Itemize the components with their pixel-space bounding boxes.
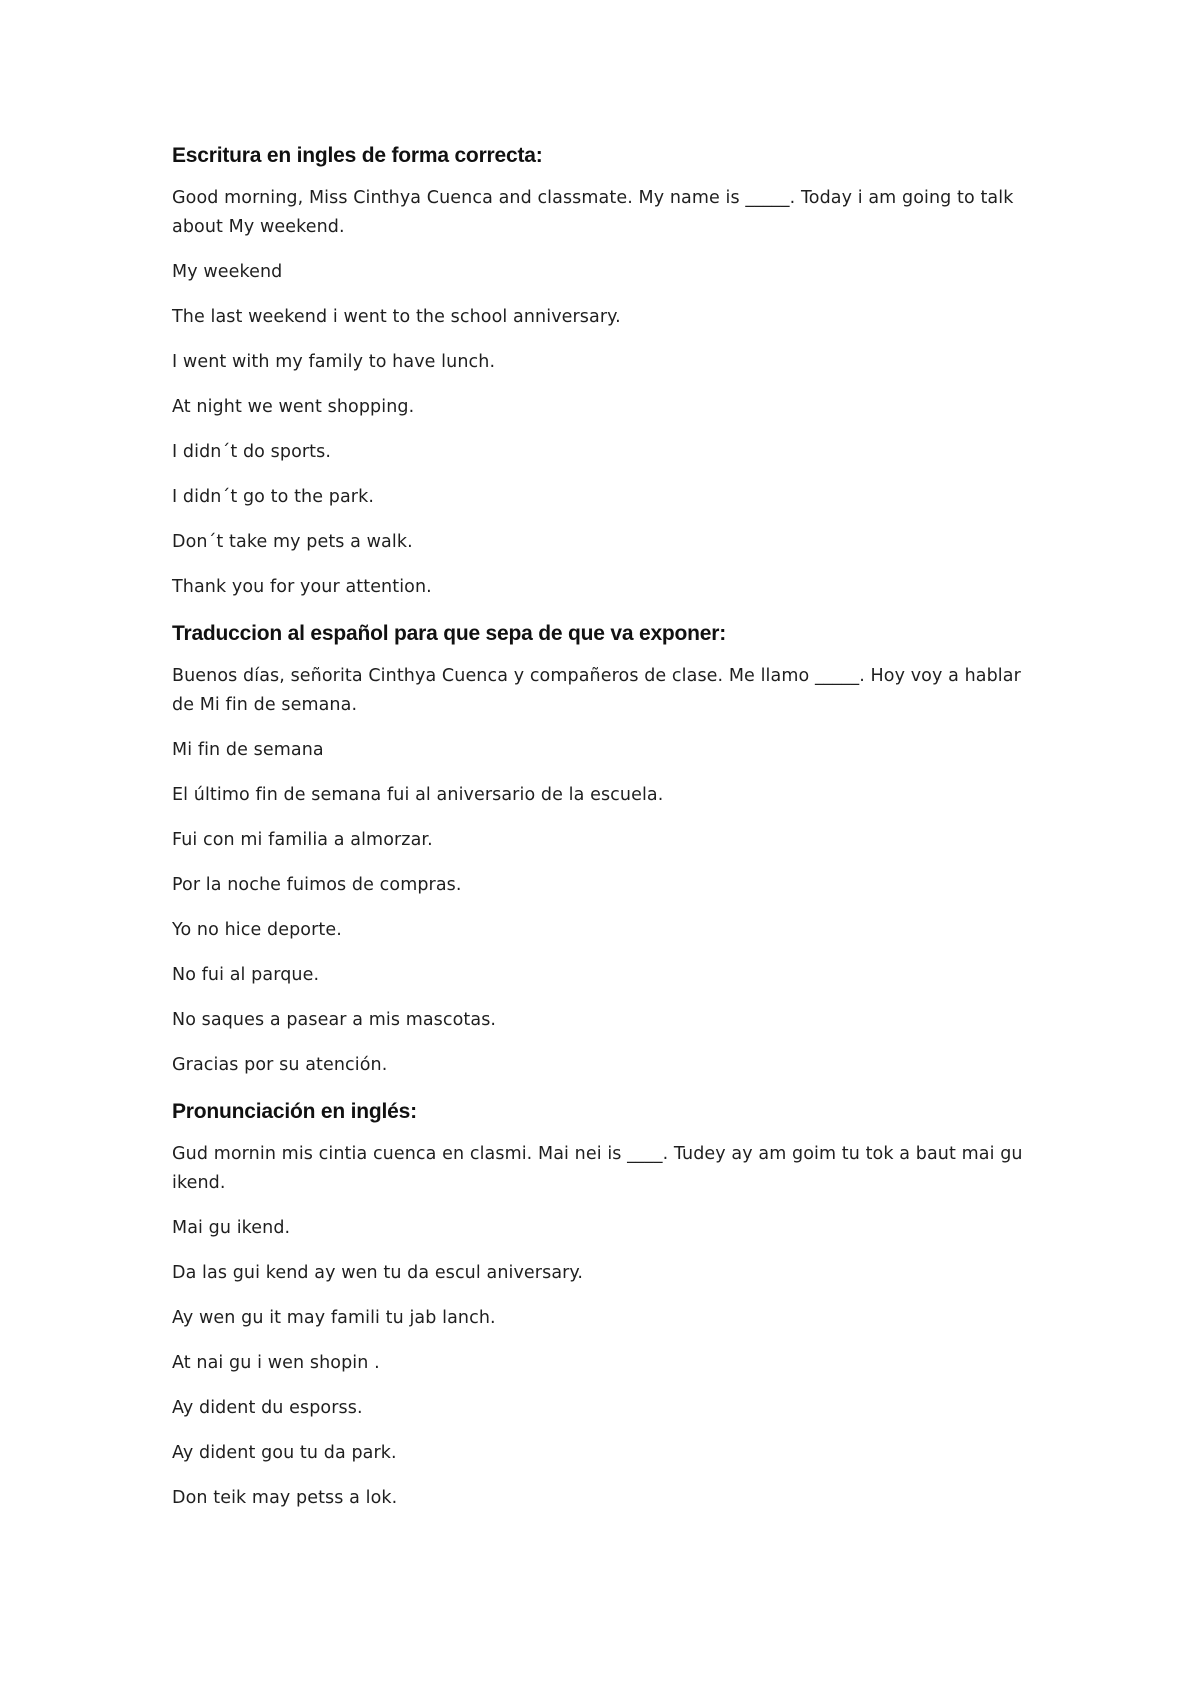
paragraph: Good morning, Miss Cinthya Cuenca and classmate. My name is _____. Today i am going to talk about My weekend. [172,188,1014,237]
paragraph: Ay dident gou tu da park. [172,1443,397,1463]
paragraph: Ay wen gu it may famili tu jab lanch. [172,1308,496,1328]
paragraph: Por la noche fuimos de compras. [172,875,462,895]
section-pronunciation [172,1096,1032,1513]
paragraph: The last weekend i went to the school anniversary. [172,307,621,327]
paragraph: Mi fin de semana [172,740,324,760]
paragraph: No saques a pasear a mis mascotas. [172,1010,497,1030]
section-spanish-translation [172,618,1032,1080]
paragraph: Gud mornin mis cintia cuenca en clasmi. Mai nei is ____. Tudey ay am goim tu tok a baut mai gu ikend. [172,1144,1023,1193]
paragraph: Fui con mi familia a almorzar. [172,830,433,850]
paragraph: Gracias por su atención. [172,1055,388,1075]
paragraph: El último fin de semana fui al aniversario de la escuela. [172,785,664,805]
paragraph: At nai gu i wen shopin . [172,1353,380,1373]
document-page [172,140,1032,1529]
paragraph: Da las gui kend ay wen tu da escul aniversary. [172,1263,584,1283]
paragraph: Mai gu ikend. [172,1218,291,1238]
paragraph: Don teik may petss a lok. [172,1488,398,1508]
section-heading: Pronunciación en inglés: [172,1100,417,1123]
paragraph: At night we went shopping. [172,397,415,417]
paragraph: My weekend [172,262,283,282]
paragraph: No fui al parque. [172,965,320,985]
section-heading: Escritura en ingles de forma correcta: [172,144,543,167]
paragraph: I didn´t do sports. [172,442,332,462]
section-heading: Traduccion al español para que sepa de que va exponer: [172,622,727,645]
paragraph: Buenos días, señorita Cinthya Cuenca y compañeros de clase. Me llamo _____. Hoy voy a hablar de Mi fin de semana. [172,666,1021,715]
paragraph: I didn´t go to the park. [172,487,374,507]
paragraph: Yo no hice deporte. [172,920,342,940]
section-correct-english [172,140,1032,602]
paragraph: I went with my family to have lunch. [172,352,496,372]
paragraph: Ay dident du esporss. [172,1398,363,1418]
paragraph: Thank you for your attention. [172,577,432,597]
paragraph: Don´t take my pets a walk. [172,532,413,552]
